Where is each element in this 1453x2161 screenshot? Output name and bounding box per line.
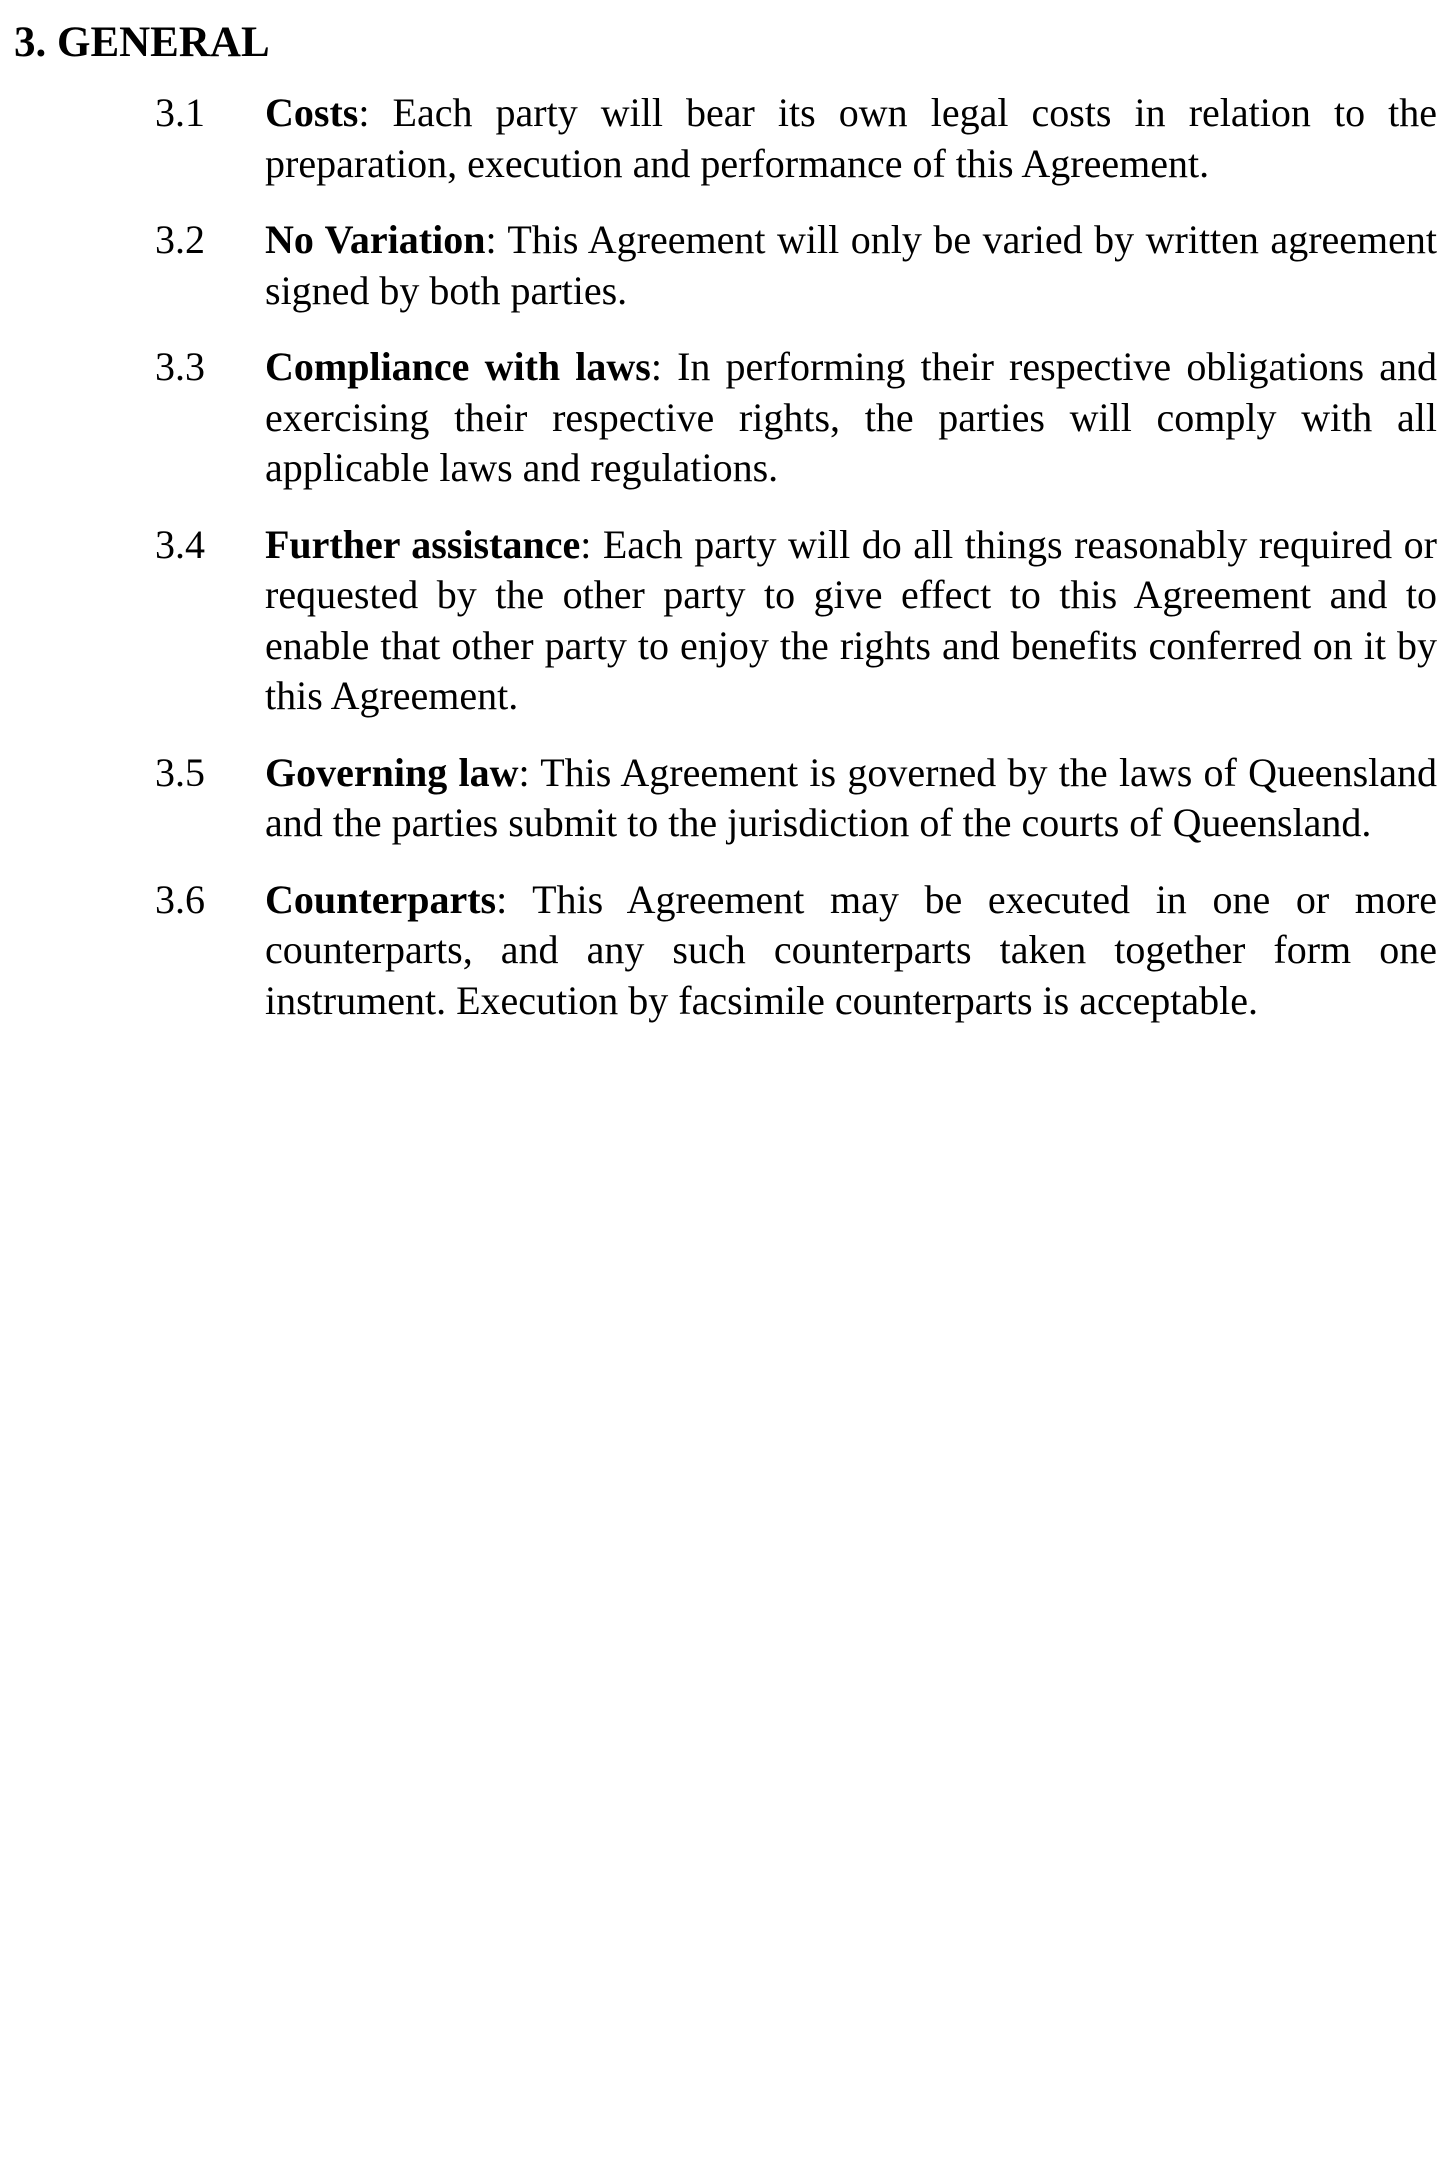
clause-number: 3.6 — [155, 876, 205, 922]
section-heading: 3. GENERAL — [14, 19, 270, 66]
clause-title: Governing law — [265, 749, 519, 795]
clause-body — [265, 748, 1437, 849]
clause-number: 3.1 — [155, 90, 205, 135]
clause-text: : Each party will do all things reasonably required or requested by the other party to give effect to this Agreement and to enable that other party to enjoy the rights and benefits conferred on it by this Agreement. — [265, 521, 1437, 718]
clause-3-2 — [14, 215, 1437, 316]
clause-number: 3.2 — [155, 217, 205, 262]
clause-number: 3.4 — [155, 521, 205, 567]
clause-title: No Variation — [265, 217, 486, 262]
clause-body — [265, 875, 1437, 1027]
clause-body — [265, 342, 1437, 494]
clause-text: : This Agreement may be executed in one or more counterparts, and any such counterparts taken together form one instrument. Execution by facsimile counterparts is acceptable. — [265, 876, 1437, 1023]
clause-body — [265, 88, 1437, 189]
clause-body — [265, 520, 1437, 722]
clause-list — [14, 88, 1437, 1026]
clause-title: Counterparts — [265, 876, 497, 922]
clause-number: 3.3 — [155, 344, 205, 389]
clause-3-3 — [14, 342, 1437, 494]
clause-text: : This Agreement is governed by the laws of Queensland and the parties submit to the jurisdiction of the courts of Queensland. — [265, 749, 1437, 845]
clause-3-1 — [14, 88, 1437, 189]
clause-3-4 — [14, 520, 1437, 722]
clause-3-6 — [14, 875, 1437, 1027]
clause-number: 3.5 — [155, 749, 205, 795]
clause-title: Compliance with laws — [265, 344, 651, 389]
clause-title: Further assistance — [265, 521, 581, 567]
clause-text: : In performing their respective obligations and exercising their respective rights, the parties will comply with all applicable laws and regulations. — [265, 344, 1437, 490]
clause-text: : Each party will bear its own legal costs in relation to the preparation, execution and performance of this Agreement. — [265, 90, 1437, 186]
clause-title: Costs — [265, 90, 359, 135]
clause-body — [265, 215, 1437, 316]
clause-text: : This Agreement will only be varied by written agreement signed by both parties. — [265, 217, 1437, 313]
clause-3-5 — [14, 748, 1437, 849]
